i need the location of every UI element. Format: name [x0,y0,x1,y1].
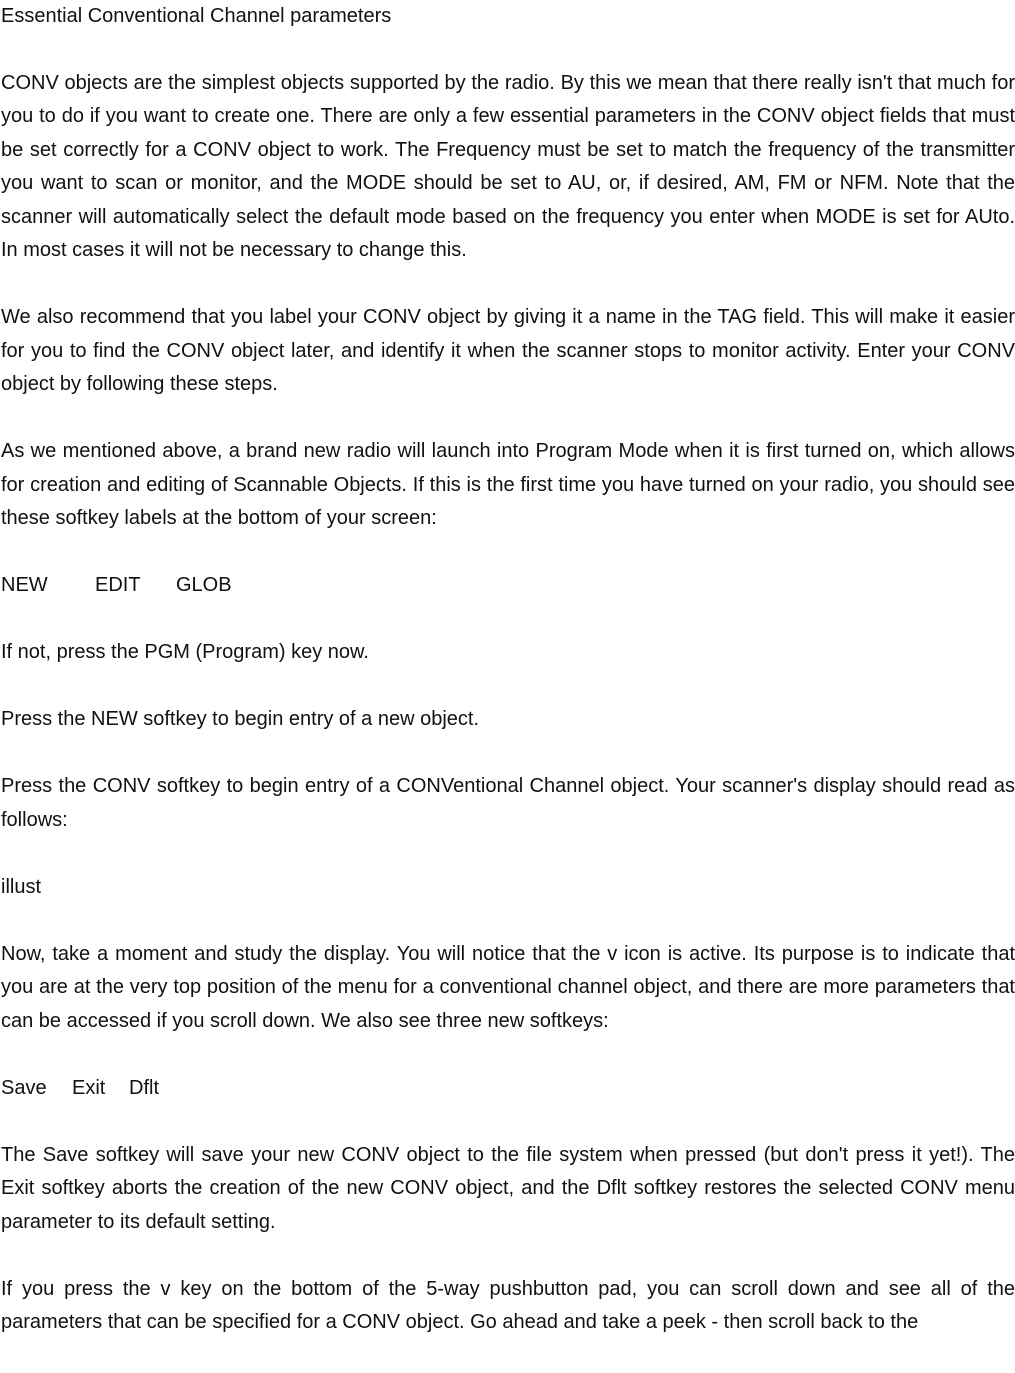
paragraph-press-new: Press the NEW softkey to begin entry of a new object. [1,708,480,730]
softkey-labels-conv [1,1072,1015,1106]
paragraph-program-mode: As we mentioned above, a brand new radio will launch into Program Mode when it is first turned on, which allows for creation and editing of Scannable Objects. If this is the first time you have turned on your radio, you should see these softkey labels at the bottom of your screen: [1,440,1015,529]
softkey-labels-program [1,569,1015,603]
paragraph-scroll-down: If you press the v key on the bottom of the 5-way pushbutton pad, you can scroll down and see all of the parameters that can be specified for a CONV object. Go ahead and take a peek - then scroll back to the [1,1277,1015,1333]
paragraph-study-display: Now, take a moment and study the display. You will notice that the v icon is active. Its purpose is to indicate that you are at the very top position of the menu for a conventional channel object, and there are more parameters that can be accessed if you scroll down. We also see three new softkeys: [1,942,1015,1032]
illustration-placeholder: illust [1,875,42,898]
softkey-label-save: Save [1,1076,47,1099]
paragraph-press-pgm: If not, press the PGM (Program) key now. [1,641,369,663]
softkey-label-new: NEW [1,574,48,596]
section-title: Essential Conventional Channel parameters [1,5,392,27]
softkey-label-exit: Exit [72,1076,106,1099]
paragraph-press-conv: Press the CONV softkey to begin entry of a CONVentional Channel object. Your scanner's display should read as follows: [1,775,1015,831]
paragraph-softkey-explanation: The Save softkey will save your new CONV object to the file system when pressed (but don't press it yet!). The Exit softkey aborts the creation of the new CONV object, and the Dflt softkey restores the selected CONV menu parameter to its default setting. [1,1143,1015,1233]
softkey-label-glob: GLOB [176,574,232,596]
paragraph-tag-recommendation: We also recommend that you label your CONV object by giving it a name in the TAG field. This will make it easier for you to find the CONV object later, and identify it when the scanner stops to monitor activity. Enter your CONV object by following these steps. [1,306,1015,395]
softkey-label-edit: EDIT [95,574,141,596]
softkey-label-dflt: Dflt [129,1076,159,1099]
document-body [1,0,1015,1373]
paragraph-conv-objects: CONV objects are the simplest objects supported by the radio. By this we mean that there really isn't that much for you to do if you want to create one. There are only a few essential parameters in the CONV object fields that must be set correctly for a CONV object to work. The Frequency must be set to match the frequency of the transmitter you want to scan or monitor, and the MODE should be set to AU, or, if desired, AM, FM or NFM. Note that the scanner will automatically select the default mode based on the frequency you enter when MODE is set for AUto. In most cases it will not be necessary to change this. [1,71,1015,261]
